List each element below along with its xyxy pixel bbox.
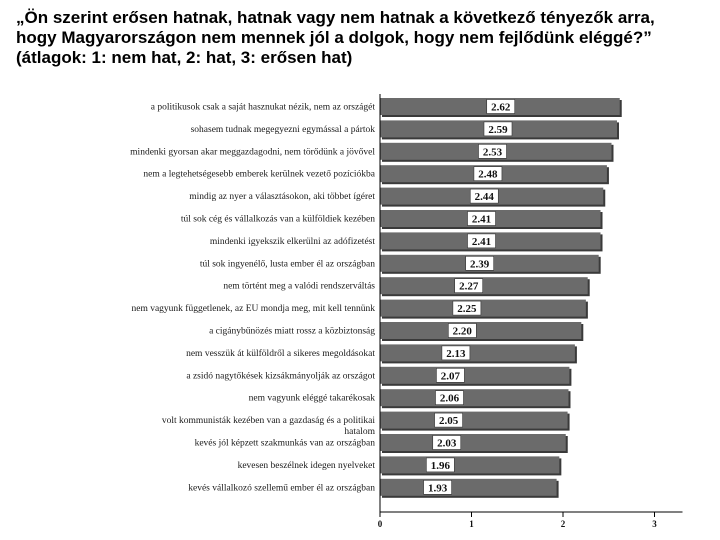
bar	[380, 389, 568, 406]
value-label: 1.93	[427, 482, 448, 495]
bar	[380, 322, 581, 339]
value-label: 2.06	[439, 392, 460, 405]
x-tick-label: 2	[560, 519, 566, 529]
category-label: mindenki igyekszik elkerülni az adófizetést	[209, 236, 375, 247]
bar	[380, 412, 568, 429]
value-label: 1.96	[430, 459, 450, 472]
value-label: 2.53	[482, 146, 503, 159]
category-label: volt kommunisták kezében van a gazdaság és a politikai hatalom	[161, 416, 375, 438]
value-label: 2.41	[471, 213, 492, 226]
bar	[380, 456, 559, 473]
bar	[380, 277, 588, 294]
title-line-3: (átlagok: 1: nem hat, 2: hat, 3: erősen hat)	[16, 48, 353, 67]
value-label: 2.48	[478, 168, 498, 181]
category-label: nem vesszük át külföldről a sikeres megoldásokat	[186, 348, 375, 359]
bar	[380, 434, 566, 451]
value-label: 2.03	[437, 437, 457, 450]
category-label: a zsidó nagytőkések kizsákmányolják az országot	[186, 371, 375, 382]
bar	[380, 479, 557, 496]
category-label: kevés jól képzett szakmunkás van az országban	[194, 438, 375, 449]
category-label: túl sok ingyenélő, lusta ember él az országban	[199, 259, 375, 270]
category-label: kevesen beszélnek idegen nyelveket	[237, 460, 375, 471]
value-label: 2.25	[457, 303, 477, 316]
category-label: túl sok cég és vállalkozás van a külföldiek kezében	[180, 214, 375, 225]
value-label: 2.59	[488, 123, 508, 136]
value-label: 2.07	[440, 370, 461, 383]
bar	[380, 344, 575, 361]
category-label: mindenki gyorsan akar meggazdagodni, nem törődünk a jövővel	[130, 147, 375, 158]
category-label: nem vagyunk eléggé takarékosak	[248, 393, 375, 404]
value-label: 2.05	[438, 415, 459, 428]
category-label: nem vagyunk függetlenek, az EU mondja meg, mit kell tennünk	[131, 304, 375, 315]
x-tick-label: 1	[469, 519, 474, 529]
value-label: 2.13	[446, 347, 466, 360]
bar	[380, 300, 586, 317]
category-label: nem történt meg a valódi rendszerváltás	[223, 281, 375, 292]
title-line-1: „Ön szerint erősen hatnak, hatnak vagy nem hatnak a következő tényezők arra,	[16, 8, 655, 27]
x-tick-label: 3	[652, 519, 657, 529]
category-label: a cigánybűnözés miatt rossz a közbiztonság	[209, 326, 375, 337]
x-tick-label: 0	[377, 519, 383, 529]
value-label: 2.41	[471, 235, 492, 248]
category-label: a politikusok csak a saját hasznukat nézik, nem az országét	[150, 102, 375, 113]
bar	[380, 367, 569, 384]
value-label: 2.20	[452, 325, 472, 338]
category-label: mindig az nyer a választásokon, aki többet ígéret	[189, 192, 375, 203]
value-label: 2.39	[470, 258, 490, 271]
category-label: sohasem tudnak megegyezni egymással a pártok	[190, 124, 375, 135]
value-label: 2.62	[491, 101, 511, 114]
value-label: 2.27	[459, 280, 479, 293]
category-label: nem a legtehetségesebb emberek kerülnek vezető pozíciókba	[143, 169, 375, 180]
value-label: 2.44	[474, 191, 494, 204]
title-line-2: hogy Magyarországon nem mennek jól a dolgok, hogy nem fejlődünk eléggé?”	[16, 28, 652, 47]
category-label: kevés vállalkozó szellemű ember él az országban	[188, 483, 375, 494]
